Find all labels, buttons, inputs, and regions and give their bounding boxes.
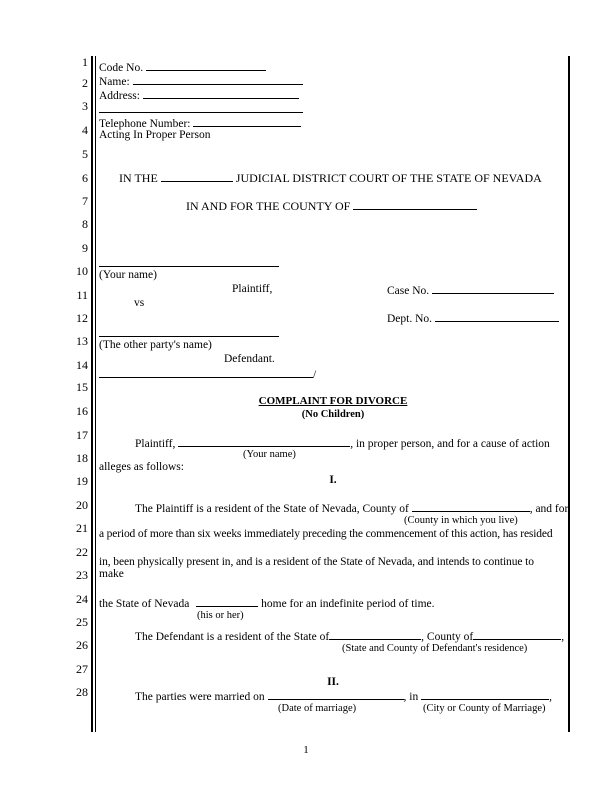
- line-number: 19: [76, 474, 88, 488]
- defendant-comma: ,: [561, 631, 565, 643]
- caption-slash: /: [313, 369, 317, 381]
- state-nevada-line: [99, 596, 435, 611]
- case-no-label: Case No.: [387, 285, 430, 297]
- section-one-heading: I.: [329, 474, 337, 486]
- address-line-2: [99, 102, 303, 117]
- line-number: 3: [82, 99, 88, 113]
- telephone-label: Telephone Number:: [99, 118, 191, 130]
- line-number: 14: [76, 358, 88, 372]
- plaintiff-intro-rest: , in proper person, and for a cause of action: [350, 438, 550, 450]
- plaintiff-resident-text: The Plaintiff is a resident of the State of Nevada, County of: [135, 503, 409, 515]
- line-number: 22: [76, 545, 88, 559]
- address-line: [99, 88, 299, 103]
- line-number: 16: [76, 404, 88, 418]
- name-label: Name:: [99, 76, 130, 88]
- plaintiff-resident-and-for: , and for: [529, 503, 569, 515]
- court-district-text: JUDICIAL DISTRICT COURT OF THE STATE OF NEVADA: [235, 171, 542, 185]
- home-rest-text: home for an indefinite period of time.: [261, 598, 435, 610]
- court-county-text: IN AND FOR THE COUNTY OF: [186, 199, 351, 213]
- period-line: a period of more than six weeks immediately preceding the commencement of this action, has resided: [99, 528, 553, 540]
- line-number: 15: [76, 380, 88, 394]
- your-name-caption-2: (Your name): [243, 449, 296, 460]
- county-caption: (County in which you live): [404, 515, 518, 526]
- marriage-date-caption: (Date of marriage): [278, 703, 357, 714]
- defendant-name-blank[interactable]: [99, 326, 279, 337]
- county-blank[interactable]: [353, 199, 477, 210]
- line-number: 24: [76, 592, 88, 606]
- marriage-place-caption: (City or County of Marriage): [423, 703, 546, 714]
- line-number: 2: [82, 76, 88, 90]
- plaintiff-intro-line: [135, 436, 550, 451]
- line-number: 25: [76, 615, 88, 629]
- case-no-line: [387, 283, 554, 298]
- line-number: 1: [82, 55, 88, 69]
- line-number: 10: [76, 264, 88, 278]
- make-line: make: [99, 568, 124, 580]
- caption-close-rule: [99, 367, 313, 378]
- line-number: 5: [82, 147, 88, 161]
- line-number: 11: [76, 288, 88, 302]
- vs-label: vs: [134, 297, 145, 309]
- telephone-blank[interactable]: [193, 116, 301, 127]
- dept-no-line: [387, 311, 559, 326]
- dept-no-blank[interactable]: [435, 311, 559, 322]
- caption-close-line: [99, 367, 316, 382]
- married-text: The parties were married on: [135, 691, 265, 703]
- his-her-blank[interactable]: [196, 596, 258, 607]
- right-margin-rule: [568, 56, 570, 732]
- court-line-2: [186, 199, 477, 213]
- other-party-caption: (The other party's name): [99, 339, 212, 351]
- line-number: 8: [82, 217, 88, 231]
- his-her-caption: (his or her): [197, 610, 244, 621]
- line-number: 27: [76, 662, 88, 676]
- marriage-date-blank[interactable]: [268, 689, 404, 700]
- physically-present-line: in, been physically present in, and is a resident of the State of Nevada, and intends to continue to: [99, 556, 534, 568]
- line-number: 13: [76, 334, 88, 348]
- line-number: 23: [76, 568, 88, 582]
- code-no-blank[interactable]: [146, 60, 266, 71]
- section-two-heading: II.: [327, 676, 339, 688]
- complaint-subtitle: (No Children): [301, 409, 365, 420]
- dept-no-label: Dept. No.: [387, 313, 433, 325]
- alleges-line: alleges as follows:: [99, 461, 184, 473]
- line-number: 28: [76, 685, 88, 699]
- case-no-blank[interactable]: [432, 283, 554, 294]
- acting-in-proper-person: Acting In Proper Person: [99, 129, 211, 141]
- plaintiff-intro-label: Plaintiff,: [135, 438, 176, 450]
- name-line: [99, 74, 303, 89]
- married-in-label: , in: [403, 691, 419, 703]
- plaintiff-intro-blank[interactable]: [178, 436, 350, 447]
- line-number: 6: [82, 171, 88, 185]
- line-number: 21: [76, 521, 88, 535]
- your-name-caption: (Your name): [99, 269, 157, 281]
- address-label: Address:: [99, 90, 140, 102]
- line-number: 4: [82, 123, 88, 137]
- defendant-county-blank[interactable]: [473, 629, 561, 640]
- line-number: 26: [76, 638, 88, 652]
- plaintiff-name-blank[interactable]: [99, 256, 279, 267]
- defendant-label: Defendant.: [224, 353, 275, 365]
- line-number: 20: [76, 498, 88, 512]
- court-line-1: [119, 171, 542, 185]
- defendant-residence-caption: (State and County of Defendant's residence): [342, 643, 528, 654]
- left-margin-rule-outer: [91, 56, 93, 732]
- code-no-label: Code No.: [99, 62, 144, 74]
- married-comma: ,: [549, 691, 552, 703]
- line-number: 9: [82, 241, 88, 255]
- name-blank[interactable]: [133, 74, 303, 85]
- plaintiff-label: Plaintiff,: [232, 283, 273, 295]
- defendant-state-blank[interactable]: [329, 629, 421, 640]
- complaint-title: COMPLAINT FOR DIVORCE: [258, 395, 408, 407]
- court-in-the: IN THE: [119, 171, 158, 185]
- plaintiff-county-blank[interactable]: [412, 501, 530, 512]
- defendant-county-label: , County of: [421, 631, 474, 643]
- marriage-place-blank[interactable]: [421, 689, 549, 700]
- district-blank[interactable]: [161, 171, 233, 182]
- line-number: 7: [82, 194, 88, 208]
- line-number: 12: [76, 311, 88, 325]
- defendant-resident-text: The Defendant is a resident of the State of: [135, 631, 330, 643]
- page-number: 1: [303, 744, 309, 756]
- address-blank-2[interactable]: [99, 102, 303, 113]
- line-number: 18: [76, 451, 88, 465]
- address-blank[interactable]: [143, 88, 299, 99]
- left-margin-rule-inner: [95, 56, 96, 732]
- line-number: 17: [76, 428, 88, 442]
- state-nevada-text: the State of Nevada: [99, 598, 190, 610]
- code-no-line: [99, 60, 266, 75]
